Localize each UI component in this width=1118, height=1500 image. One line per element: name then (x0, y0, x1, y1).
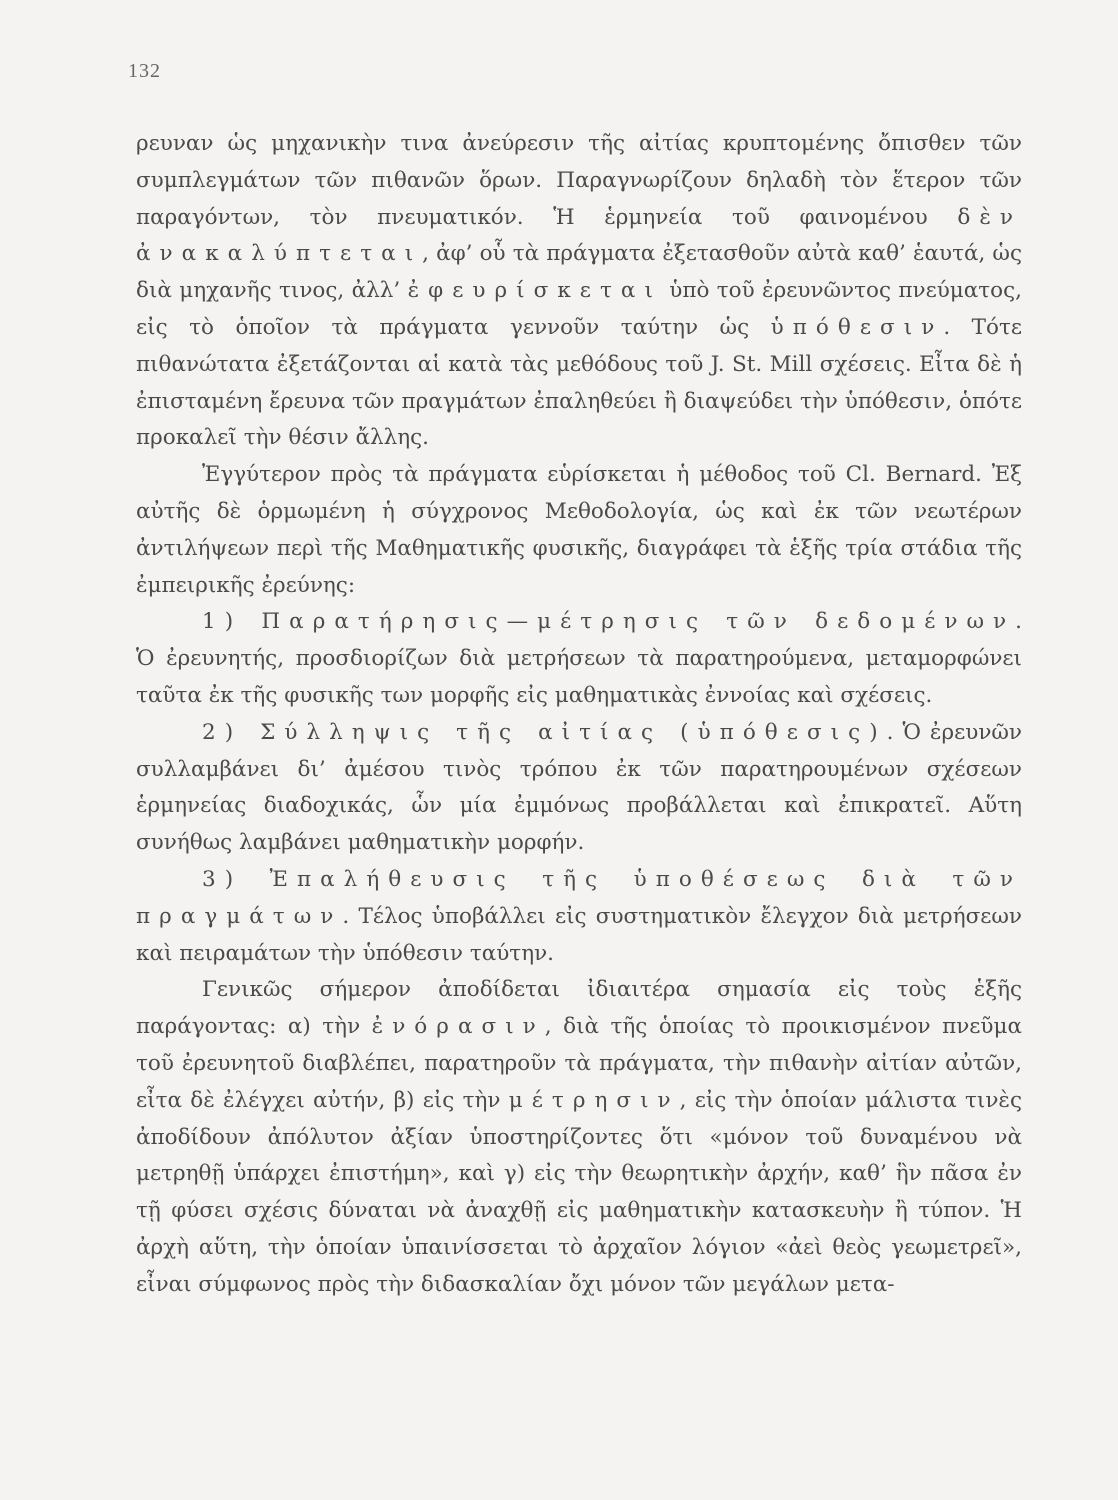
emphasized-text: ἐφευρίσκεται (407, 278, 662, 304)
text-segment: . Ὁ ἐρευνῶν συλλαμβάνει δι’ ἀμέσου τινὸς τρόπου ἐκ τῶν παρατηρουμένων σχέσεων ἑρμηνείας διαδοχικάς, ὧν μία ἐμμόνως προβάλλεται καὶ ἐπικρατεῖ. Αὕτη συνήθως λαμβάνει μαθηματικὴν μορφήν. (136, 719, 1022, 856)
text-segment: , διὰ τῆς ὁποίας τὸ προικισμένον πνεῦμα τοῦ ἐρευνητοῦ διαβλέπει, παρατηροῦν τὰ πράγματα, τὴν πιθανὴν αἰτίαν αὐτῶν, εἶτα δὲ ἐλέγχει αὐτήν, β) εἰς τὴν (136, 1014, 1022, 1113)
paragraph-4 (136, 715, 1022, 862)
paragraph-6 (136, 972, 1022, 1303)
emphasized-text: μέτρησιν (508, 1087, 680, 1113)
stage-heading-3: 3) Ἐπαλήθευσις τῆς ὑποθέσεως διὰ τῶν πραγμάτων (136, 866, 1022, 929)
stage-heading-2: 2) Σύλληψις τῆς αἰτίας (ὑπόθεσις) (202, 719, 887, 745)
text-segment: Ἐγγύτερον πρὸς τὰ πράγματα εὑρίσκεται ἡ μέθοδος τοῦ Cl. Bernard. Ἐξ αὐτῆς δὲ ὁρμωμένη ἡ σύγχρονος Μεθοδολογία, ὡς καὶ ἐκ τῶν νεωτέρων ἀντιλήψεων περὶ τῆς Μαθηματικῆς φυσικῆς, διαγράφει τὰ ἑξῆς τρία στάδια τῆς ἐμπειρικῆς ἐρεύνης: (136, 462, 1022, 598)
text-segment: ρευναν ὡς μηχανικὴν τινα ἀνεύρεσιν τῆς αἰτίας κρυπτομένης ὄπισθεν τῶν συμπλεγμάτων τῶν πιθανῶν ὅρων. Παραγνωρίζουν δηλαδὴ τὸν ἕτερον τῶν παραγόντων, τὸν πνευματικόν. Ἡ ἑρμηνεία τοῦ φαινομένου (136, 131, 1022, 230)
text-segment: , εἰς τὴν ὁποίαν μάλιστα τινὲς ἀποδίδουν ἀπόλυτον ἀξίαν ὑποστηρίζοντες ὅτι «μόνον τοῦ δυναμένου νὰ μετρηθῇ ὑπάρχει ἐπιστήμη», καὶ γ) εἰς τὴν θεωρητικὴν ἀρχήν, καθ’ ἣν πᾶσα ἐν τῇ φύσει σχέσις δύναται νὰ ἀναχθῇ εἰς μαθηματικὴν κατασκευὴν ἢ τύπον. Ἡ ἀρχὴ αὕτη, τὴν ὁποίαν ὑπαινίσσεται τὸ ἀρχαῖον λόγιον «ἀεὶ θεὸς γεωμετρεῖ», εἶναι σύμφωνος πρὸς τὴν διδασκαλίαν ὄχι μόνον τῶν μεγάλων μετα- (136, 1087, 1023, 1297)
paragraph-2 (136, 457, 1022, 604)
paragraph-5 (136, 862, 1022, 972)
paragraph-3 (136, 604, 1022, 714)
emphasized-text: δὲν ἀνακαλύπτεται (136, 204, 1022, 267)
page-number: 132 (128, 60, 161, 82)
body-text (136, 126, 1022, 1304)
text-segment: ὑπὸ τοῦ ἐρευνῶντος πνεύματος, εἰς τὸ ὁποῖον τὰ πράγματα γεννοῦν ταύτην ὡς (136, 278, 1022, 340)
paragraph-1 (136, 126, 1022, 457)
text-segment: . Τέλος ὑποβάλλει εἰς συστηματικὸν ἔλεγχον διὰ μετρήσεων καὶ πειραμάτων τὴν ὑπόθεσιν ταύτην. (136, 903, 1022, 966)
emphasized-text: ἐνόρασιν (371, 1014, 545, 1040)
text-segment: Γενικῶς σήμερον ἀποδίδεται ἰδιαιτέρα σημασία εἰς τοὺς ἑξῆς παράγοντας: α) τὴν (136, 977, 1022, 1040)
text-segment: . Τότε πιθανώτατα ἐξετάζονται αἱ κατὰ τὰς μεθόδους τοῦ J. St. Mill σχέσεις. Εἶτα δὲ ἡ ἐπισταμένη ἔρευνα τῶν πραγμάτων ἐπαληθεύει ἢ διαψεύδει τὴν ὑπόθεσιν, ὁπότε προκαλεῖ τὴν θέσιν ἄλλης. (136, 314, 1022, 451)
stage-heading-1: 1) Παρατήρησις—μέτρησις τῶν δεδομένων (202, 609, 1016, 635)
emphasized-text: ὑπόθεσιν (770, 314, 944, 340)
text-segment: , ἀφ’ οὗ τὰ πράγματα ἐξετασθοῦν αὐτὰ καθ’ ἑαυτά, ὡς διὰ μηχανῆς τινος, ἀλλ’ (136, 241, 1022, 304)
text-segment: . Ὁ ἐρευνητής, προσδιορίζων διὰ μετρήσεων τὰ παρατηρούμενα, μεταμορφώνει ταῦτα ἐκ τῆς φυσικῆς των μορφῆς εἰς μαθηματικὰς ἐννοίας καὶ σχέσεις. (136, 609, 1022, 708)
